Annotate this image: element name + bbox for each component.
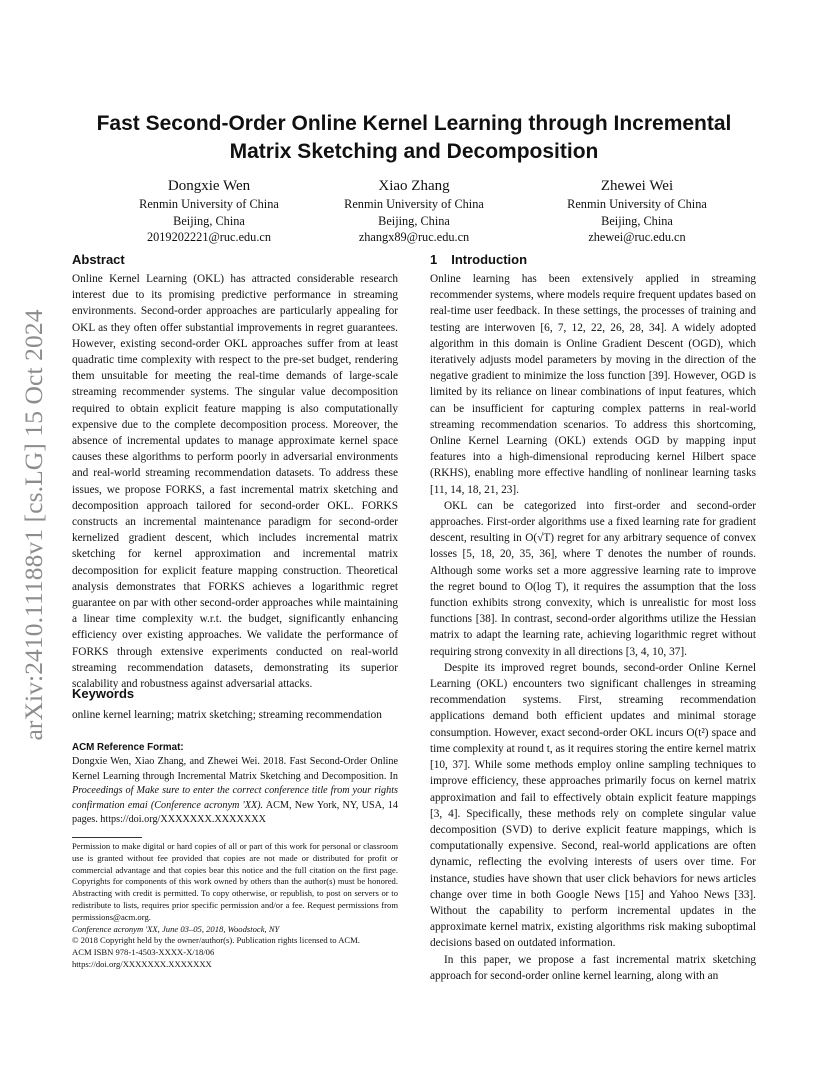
conference-line: Conference acronym 'XX, June 03–05, 2018, Woodstock, NY (72, 923, 280, 934)
doi-line: https://doi.org/XXXXXXX.XXXXXXX (72, 958, 212, 969)
acm-reference (72, 741, 398, 828)
acm-reference-heading: ACM Reference Format: (72, 742, 184, 753)
keywords-text: online kernel learning; matrix sketching; streaming recommendation (72, 709, 382, 721)
acm-reference-end: ACM, New York, NY, USA, 14 pages. https://doi.org/XXXXXXX.XXXXXXX (72, 799, 398, 826)
acm-reference-text: Dongxie Wen, Xiao Zhang, and Zhewei Wei. 2018. Fast Second-Order Online Kernel Learning through Incremental Matrix Sketching and Decomposition. In (72, 756, 398, 782)
permission-text: Permission to make digital or hard copies of all or part of this work for personal or classroom use is granted without fee provided that copies are not made or distributed for profit or commercial advantage and that copies bear this notice and the full citation on the first page. Copyrights for components of this work owned by others than the author(s) must be honored. Abstracting with credit is permitted. To copy otherwise, or republish, to post on servers or to redistribute to lists, requires prior specific permission and/or a fee. Request permissions from permissions@acm.org. (72, 841, 398, 922)
author-block (299, 176, 529, 246)
author-email: 2019202221@ruc.edu.cn (146, 230, 272, 244)
permission-block (72, 841, 398, 971)
section-title: Introduction (451, 252, 528, 267)
paper-title (60, 110, 768, 166)
author-location: Beijing, China (378, 213, 450, 228)
author-location: Beijing, China (601, 213, 673, 228)
isbn-line: ACM ISBN 978-1-4503-XXXX-X/18/06 (72, 947, 215, 958)
introduction-heading (430, 251, 756, 269)
author-affiliation: Renmin University of China (139, 197, 279, 211)
introduction-section (430, 251, 756, 984)
section-number: 1 (430, 252, 438, 267)
arxiv-stamp-text: arXiv:2410.11188v1 [cs.LG] 15 Oct 2024 (19, 309, 48, 741)
author-block (94, 176, 324, 246)
arxiv-stamp (14, 290, 54, 760)
copyright-line: © 2018 Copyright held by the owner/author(s). Publication rights licensed to ACM. (72, 935, 360, 946)
keywords-heading: Keywords (72, 686, 135, 701)
abstract-section (72, 251, 398, 692)
intro-paragraph-4: In this paper, we propose a fast incremental matrix sketching approach for second-order online kernel learning, along with an (430, 953, 756, 982)
author-email: zhewei@ruc.edu.cn (588, 230, 686, 244)
author-affiliation: Renmin University of China (344, 197, 484, 211)
author-name: Xiao Zhang (378, 178, 450, 194)
abstract-text: Online Kernel Learning (OKL) has attracted considerable research interest due to its promising predictive performance in streaming environments. Second-order approaches are particularly appealing for OKL as they often offer substantial improvements in regret guarantees. However, existing second-order OKL approaches suffer from at least quadratic time complexity with respect to the pre-set budget, rendering them unsuitable for meeting the real-time demands of large-scale streaming recommender systems. The singular value decomposition required to obtain explicit feature mapping is also computationally expensive due to the complete decomposition process. Moreover, the absence of incremental updates to manage approximate kernel space causes these algorithms to perform poorly in adversarial environments and real-world streaming recommendation datasets. To address these issues, we propose FORKS, a fast incremental matrix sketching and decomposition approach tailored for second-order OKL. FORKS constructs an incremental maintenance paradigm for second-order kernelized gradient descent, which includes incremental matrix sketching for kernel approximation and incremental matrix decomposition for explicit feature mapping construction. Theoretical analysis demonstrates that FORKS achieves a logarithmic regret guarantee on par with other second-order approaches while maintaining a linear time complexity w.r.t. the budget, significantly enhancing efficiency over existing approaches. We validate the performance of FORKS through extensive experiments conducted on real-world streaming recommendation datasets, demonstrating its superior scalability and robustness against adversarial attacks. (72, 273, 398, 691)
author-name: Dongxie Wen (167, 178, 251, 194)
intro-paragraph-1: Online learning has been extensively applied in streaming recommender systems, where models require frequent updates based on real-time user feedback. In these settings, the processes of training and testing are interwoven [6, 7, 12, 22, 26, 28, 34]. A widely adopted algorithm in this domain is Online Gradient Descent (OGD), which iteratively adjusts model parameters by moving in the direction of the negative gradient to minimize the loss function [39]. However, OGD is limited by its reliance on linear combinations of input features, which can be insufficient for capturing complex patterns in real-world streaming recommendation scenarios. To address this shortcoming, Online Kernel Learning (OKL) extends OGD by mapping input features into a high-dimensional reproducing kernel Hilbert space (RKHS), enabling more effective handling of nonlinear learning tasks [11, 14, 18, 21, 23]. (430, 273, 756, 496)
title-line-2: Matrix Sketching and Decomposition (229, 140, 599, 163)
intro-paragraph-3: Despite its improved regret bounds, second-order Online Kernel Learning (OKL) encounters two significant challenges in streaming recommendation systems. First, streaming recommendation applications demand both efficient updates and minimal storage consumption. However, exact second-order OKL incurs O(t²) space and time complexity at round t, as it requires storing the entire kernel matrix [10, 37]. While some methods employ online sampling techniques to improve efficiency, these approaches primarily focus on kernel matrix approximation and fail to effectively obtain explicit feature mappings [3, 4]. Specifically, these methods rely on complete singular value decomposition (SVD) to derive explicit feature mappings, which is computationally expensive. Second, real-world applications are often dynamic, reflecting the evolving interests of users over time. For instance, studies have shown that user click behaviors for news articles change over time in both Google News [15] and Yahoo News [33]. Without the capability to perform incremental updates in the approximate kernel matrix, existing algorithms risk making suboptimal decisions based on outdated information. (430, 661, 756, 950)
author-email: zhangx89@ruc.edu.cn (358, 230, 470, 244)
author-block (522, 176, 752, 246)
author-name: Zhewei Wei (600, 178, 674, 194)
author-location: Beijing, China (173, 213, 245, 228)
abstract-heading: Abstract (72, 252, 125, 267)
intro-paragraph-2: OKL can be categorized into first-order and second-order approaches. First-order algorithms use a fixed learning rate for gradient descent, resulting in O(√T) regret for any arbitrary sequence of convex losses [5, 18, 20, 35, 36], where T denotes the number of rounds. Although some works set a more aggressive learning rate to improve the regret bound to O(log T), it requires the assumption that the loss function exhibits strong convexity, which is unrealistic for most loss functions [38]. In contrast, second-order algorithms utilize the Hessian matrix to adapt the learning rate, achieving logarithmic regret without requiring strong convexity in all directions [3, 4, 10, 37]. (430, 499, 756, 658)
author-affiliation: Renmin University of China (567, 197, 707, 211)
footnote-divider (72, 837, 142, 838)
title-line-1: Fast Second-Order Online Kernel Learning through Incremental (96, 112, 732, 135)
keywords-section (72, 685, 398, 723)
acm-reference-venue: Proceedings of Make sure to enter the correct conference title from your rights confirmation emai (Conference acronym 'XX). (72, 785, 398, 811)
